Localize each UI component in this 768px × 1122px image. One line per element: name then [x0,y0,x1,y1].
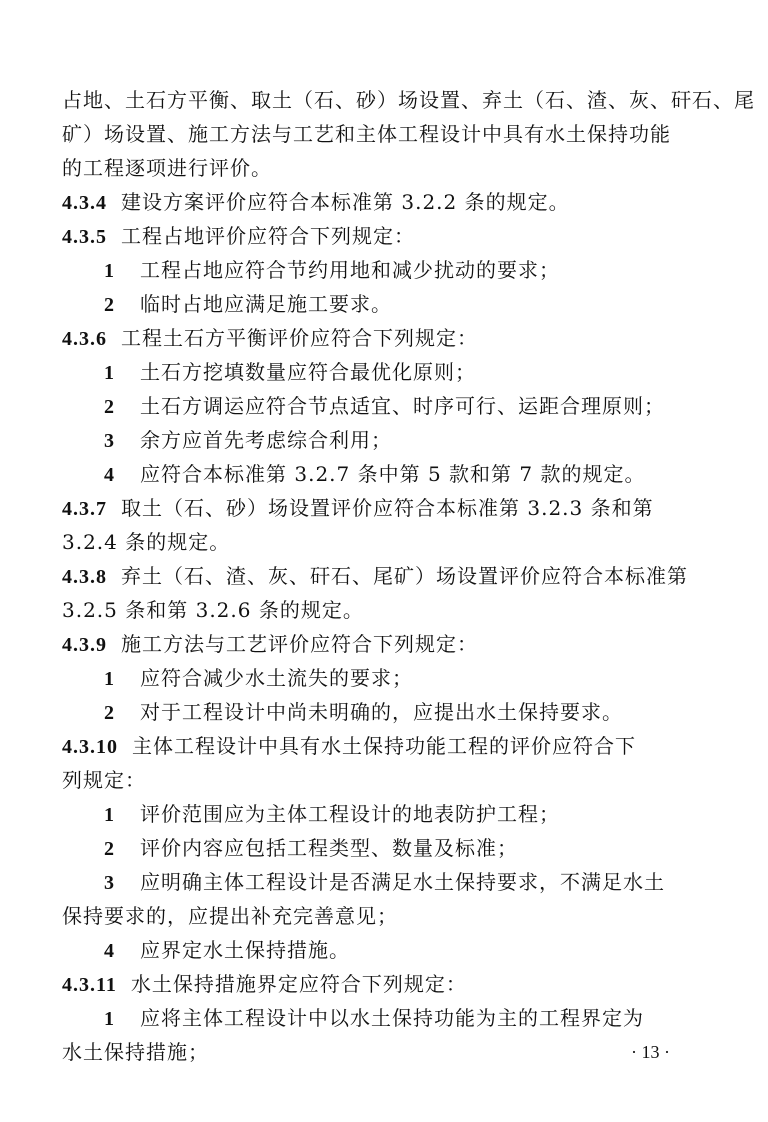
clause-continuation: 3.2.5 条和第 3.2.6 条的规定。 [62,598,364,622]
clause-continuation: 列规定： [62,768,146,792]
list-item: 3 余方应首先考虑综合利用； [104,428,392,452]
list-item: 2 土石方调运应符合节点适宜、时序可行、运距合理原则； [104,394,665,418]
clause-number: 4.3.11 [62,974,117,996]
intro-line: 占地、土石方平衡、取土（石、砂）场设置、弃土（石、渣、灰、矸石、尾 [62,88,755,112]
clause-number: 4.3.8 [62,566,107,588]
clause-continuation: 3.2.4 条的规定。 [62,530,231,554]
clause-number: 4.3.6 [62,328,107,350]
clause-text: 工程土石方平衡评价应符合下列规定： [121,326,478,350]
page-number: · 13 · [631,1042,670,1062]
clause-4-3-8 [62,560,712,593]
clause-4-3-11 [62,968,712,1001]
list-item: 3 应明确主体工程设计是否满足水土保持要求，不满足水土 [104,870,665,894]
list-item: 4 应界定水土保持措施。 [104,938,350,962]
clause-text: 主体工程设计中具有水土保持功能工程的评价应符合下 [132,734,636,758]
clause-text: 弃土（石、渣、灰、矸石、尾矿）场设置评价应符合本标准第 [121,564,688,588]
list-item-continuation: 水土保持措施； [62,1040,209,1064]
clause-text: 水土保持措施界定应符合下列规定： [130,972,467,996]
list-item: 1 土石方挖填数量应符合最优化原则； [104,360,476,384]
clause-4-3-5 [62,220,712,253]
list-item: 2 对于工程设计中尚未明确的，应提出水土保持要求。 [104,700,623,724]
intro-line: 矿）场设置、施工方法与工艺和主体工程设计中具有水土保持功能 [62,122,671,146]
clause-text: 取土（石、砂）场设置评价应符合本标准第 3.2.3 条和第 [121,496,654,520]
clause-number: 4.3.9 [62,634,107,656]
list-item: 1 应将主体工程设计中以水土保持功能为主的工程界定为 [104,1006,644,1030]
clause-number: 4.3.10 [62,736,118,758]
list-item-continuation: 保持要求的，应提出补充完善意见； [62,904,398,928]
list-item: 4 应符合本标准第 3.2.7 条中第 5 款和第 7 款的规定。 [104,462,646,486]
intro-line: 的工程逐项进行评价。 [62,156,272,180]
clause-4-3-6 [62,322,712,355]
list-item: 1 评价范围应为主体工程设计的地表防护工程； [104,802,560,826]
clause-4-3-10 [62,730,712,763]
clause-text: 工程占地评价应符合下列规定： [121,224,415,248]
clause-4-3-9 [62,628,712,661]
clause-text: 施工方法与工艺评价应符合下列规定： [121,632,478,656]
clause-4-3-7 [62,492,712,525]
list-item: 2 评价内容应包括工程类型、数量及标准； [104,836,518,860]
clause-number: 4.3.7 [62,498,107,520]
clause-number: 4.3.4 [62,192,107,214]
clause-number: 4.3.5 [62,226,107,248]
list-item: 1 工程占地应符合节约用地和减少扰动的要求； [104,258,560,282]
clause-text: 建设方案评价应符合本标准第 3.2.2 条的规定。 [121,190,570,214]
list-item: 1 应符合减少水土流失的要求； [104,666,413,690]
clause-4-3-4 [62,186,712,219]
list-item: 2 临时占地应满足施工要求。 [104,292,392,316]
